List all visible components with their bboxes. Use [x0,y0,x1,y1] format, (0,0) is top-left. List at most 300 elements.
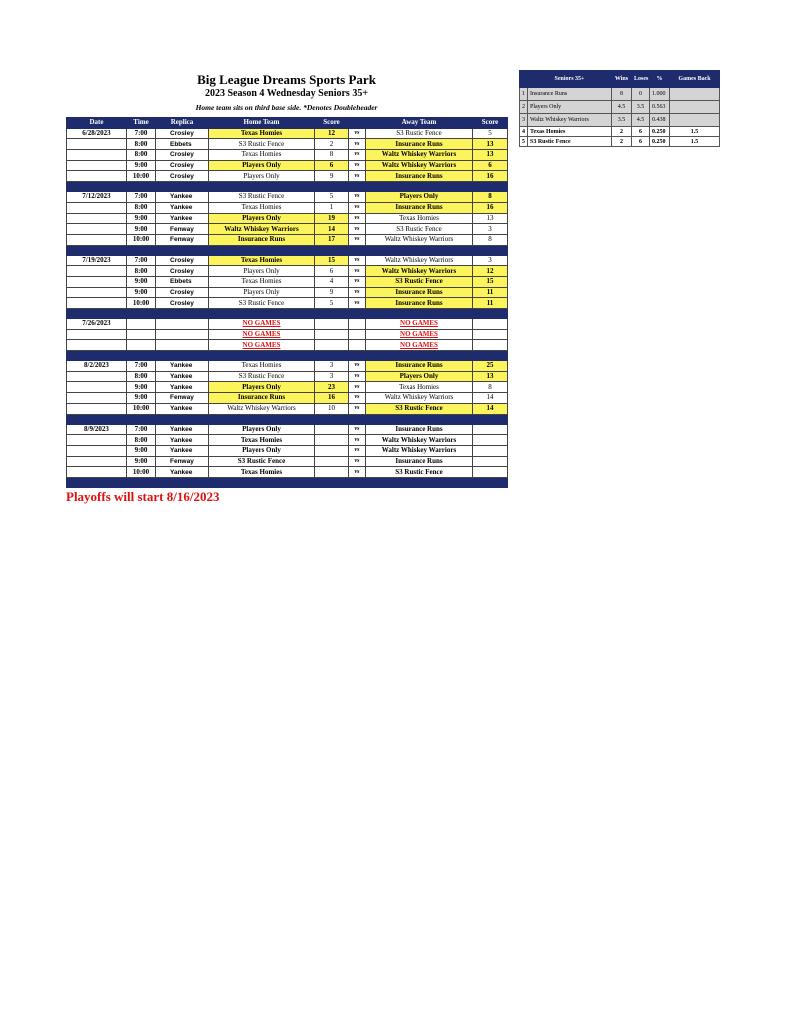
vs-label: vs [349,456,366,467]
away-score: 11 [473,298,508,309]
col-header-away-score: Score [473,118,508,129]
game-time: 10:00 [127,234,156,245]
game-row [67,150,508,161]
away-team: Waltz Whiskey Warriors [366,266,473,277]
away-score: 13 [473,139,508,150]
vs-label: vs [349,213,366,224]
game-time: 9:00 [127,382,156,393]
away-score: 13 [473,371,508,382]
game-replica-field: Yankee [156,445,209,456]
game-time: 8:00 [127,150,156,161]
standings-rank: 3 [520,114,528,127]
home-score: 23 [315,382,349,393]
home-score [315,424,349,435]
standings-header-rank [520,71,528,88]
standings-row [520,127,720,137]
home-score: 6 [315,266,349,277]
standings-wins: 2 [612,127,632,137]
col-header-home-team: Home Team [209,118,315,129]
home-score: 12 [315,128,349,139]
home-team: S3 Rustic Fence [209,371,315,382]
game-time: 9:00 [127,456,156,467]
away-score: 3 [473,224,508,235]
away-team: Players Only [366,371,473,382]
game-time: 9:00 [127,276,156,287]
game-replica-field: Crosley [156,266,209,277]
game-date [67,160,127,171]
no-games-home: NO GAMES [209,340,315,351]
game-row [67,139,508,150]
home-score: 1 [315,202,349,213]
home-team-note: Home team sits on third base side. *Denotes Doubleheader [195,103,378,112]
standings-row [520,88,720,101]
away-score [473,456,508,467]
game-date [67,340,127,351]
away-team: Waltz Whiskey Warriors [366,255,473,266]
standings-team: Insurance Runs [528,88,612,101]
vs-label: vs [349,266,366,277]
week-separator [67,309,508,319]
home-team: Waltz Whiskey Warriors [209,224,315,235]
game-time: 10:00 [127,171,156,182]
standings-header-row [520,71,720,88]
away-score: 15 [473,276,508,287]
game-date: 8/2/2023 [67,361,127,372]
standings-pct: 0.250 [650,137,670,147]
game-time: 9:00 [127,160,156,171]
away-score [473,319,508,330]
standings-pct: 0.563 [650,101,670,114]
game-date: 7/26/2023 [67,319,127,330]
away-score: 13 [473,150,508,161]
week-separator-bar [67,182,508,192]
standings-rank: 2 [520,101,528,114]
home-score: 3 [315,361,349,372]
away-team: S3 Rustic Fence [366,224,473,235]
home-score: 3 [315,371,349,382]
game-replica-field [156,319,209,330]
game-row [67,361,508,372]
game-row [67,445,508,456]
vs-label: vs [349,255,366,266]
game-time: 8:00 [127,266,156,277]
no-games-away: NO GAMES [366,340,473,351]
vs-label: vs [349,128,366,139]
game-replica-field: Yankee [156,213,209,224]
standings-rank: 1 [520,88,528,101]
home-team: S3 Rustic Fence [209,192,315,203]
away-team: Insurance Runs [366,287,473,298]
game-replica-field: Crosley [156,128,209,139]
away-team: Insurance Runs [366,202,473,213]
week-separator [67,245,508,255]
vs-label: vs [349,287,366,298]
home-score: 8 [315,150,349,161]
week-separator [67,182,508,192]
home-team: Insurance Runs [209,393,315,404]
week-separator [67,477,508,487]
home-score [315,340,349,351]
game-row [67,266,508,277]
game-date [67,224,127,235]
col-header-date: Date [67,118,127,129]
standings-team: S3 Rustic Fence [528,137,612,147]
away-team: Texas Homies [366,382,473,393]
game-replica-field: Yankee [156,361,209,372]
game-time: 7:00 [127,424,156,435]
game-replica-field: Yankee [156,202,209,213]
standings-loses: 6 [632,137,650,147]
standings-games-back: 1.5 [670,137,720,147]
game-row [67,393,508,404]
no-games-away: NO GAMES [366,329,473,340]
game-row [67,160,508,171]
game-row [67,435,508,446]
col-header-time: Time [127,118,156,129]
away-score: 8 [473,234,508,245]
game-date [67,213,127,224]
away-score: 5 [473,128,508,139]
week-separator-bar [67,414,508,424]
game-row [67,298,508,309]
game-time: 7:00 [127,255,156,266]
game-time: 7:00 [127,192,156,203]
vs-label: vs [349,424,366,435]
game-time: 8:00 [127,139,156,150]
standings-games-back [670,114,720,127]
game-date: 6/28/2023 [67,128,127,139]
away-team: Waltz Whiskey Warriors [366,393,473,404]
vs-label: vs [349,403,366,414]
vs-label: vs [349,393,366,404]
away-score [473,340,508,351]
schedule-header-row [67,118,508,129]
away-team: Waltz Whiskey Warriors [366,150,473,161]
away-team: Waltz Whiskey Warriors [366,234,473,245]
game-time: 8:00 [127,202,156,213]
home-score: 16 [315,393,349,404]
standings-pct: 0.438 [650,114,670,127]
away-score [473,435,508,446]
game-date [67,171,127,182]
game-row [67,424,508,435]
week-separator-bar [67,309,508,319]
game-row [67,234,508,245]
game-replica-field: Fenway [156,456,209,467]
vs-label: vs [349,224,366,235]
game-replica-field: Yankee [156,435,209,446]
game-row [67,171,508,182]
game-replica-field: Crosley [156,160,209,171]
standings-wins: 2 [612,137,632,147]
standings-header-pct: % [650,71,670,88]
game-date [67,371,127,382]
home-score: 14 [315,224,349,235]
away-score: 16 [473,171,508,182]
home-score: 4 [315,276,349,287]
home-score: 9 [315,287,349,298]
playoffs-notice: Playoffs will start 8/16/2023 [66,489,220,504]
vs-label [349,340,366,351]
week-separator-bar [67,477,508,487]
game-time: 10:00 [127,298,156,309]
home-score: 5 [315,298,349,309]
game-date [67,202,127,213]
game-row [67,371,508,382]
col-header-home-score: Score [315,118,349,129]
home-team: Players Only [209,266,315,277]
standings-games-back [670,88,720,101]
away-team: Insurance Runs [366,171,473,182]
game-replica-field [156,340,209,351]
game-replica-field: Ebbets [156,276,209,287]
no-games-home: NO GAMES [209,329,315,340]
game-replica-field: Yankee [156,192,209,203]
vs-label: vs [349,467,366,478]
game-row [67,403,508,414]
standings-table [519,70,720,147]
home-score: 15 [315,255,349,266]
home-score [315,456,349,467]
home-team: Texas Homies [209,276,315,287]
standings-team: Waltz Whiskey Warriors [528,114,612,127]
game-time: 9:00 [127,213,156,224]
away-score [473,467,508,478]
home-team: Players Only [209,160,315,171]
standings-row [520,114,720,127]
away-score: 11 [473,287,508,298]
standings-games-back: 1.5 [670,127,720,137]
game-replica-field: Yankee [156,403,209,414]
home-team: Texas Homies [209,467,315,478]
game-date [67,298,127,309]
week-separator [67,414,508,424]
game-time: 9:00 [127,393,156,404]
away-score [473,424,508,435]
home-team: Players Only [209,287,315,298]
standings-games-back [670,101,720,114]
away-score: 6 [473,160,508,171]
week-separator-bar [67,351,508,361]
away-score: 13 [473,213,508,224]
home-team: Waltz Whiskey Warriors [209,403,315,414]
away-score: 14 [473,403,508,414]
vs-label: vs [349,361,366,372]
home-team: Texas Homies [209,202,315,213]
home-team: Players Only [209,445,315,456]
game-replica-field: Crosley [156,150,209,161]
vs-label: vs [349,171,366,182]
home-score [315,445,349,456]
vs-label: vs [349,435,366,446]
game-row [67,382,508,393]
away-team: Waltz Whiskey Warriors [366,160,473,171]
away-team: S3 Rustic Fence [366,403,473,414]
home-score [315,329,349,340]
game-row [67,287,508,298]
vs-label: vs [349,150,366,161]
col-header-away-team: Away Team [366,118,473,129]
home-team: Texas Homies [209,128,315,139]
vs-label: vs [349,382,366,393]
away-team: S3 Rustic Fence [366,467,473,478]
away-score: 25 [473,361,508,372]
away-team: Waltz Whiskey Warriors [366,445,473,456]
week-separator-bar [67,245,508,255]
schedule-body [67,128,508,487]
standings-row [520,101,720,114]
season-subtitle: 2023 Season 4 Wednesday Seniors 35+ [204,88,369,99]
standings-wins: 4.5 [612,101,632,114]
home-team: S3 Rustic Fence [209,298,315,309]
game-replica-field: Yankee [156,467,209,478]
game-row [67,202,508,213]
away-team: Insurance Runs [366,139,473,150]
game-row [67,192,508,203]
away-team: S3 Rustic Fence [366,276,473,287]
game-replica-field: Yankee [156,382,209,393]
home-team: Players Only [209,382,315,393]
away-team: Insurance Runs [366,298,473,309]
game-replica-field: Fenway [156,234,209,245]
home-team: S3 Rustic Fence [209,456,315,467]
standings-header-games-back: Games Back [670,71,720,88]
away-team: Players Only [366,192,473,203]
vs-label: vs [349,371,366,382]
vs-label [349,329,366,340]
game-row [67,213,508,224]
game-date [67,456,127,467]
game-date [67,382,127,393]
standings-header-division: Seniors 35+ [528,71,612,88]
away-score: 8 [473,382,508,393]
game-time: 9:00 [127,287,156,298]
home-team: Texas Homies [209,255,315,266]
standings-header-wins: Wins [612,71,632,88]
vs-label: vs [349,276,366,287]
away-score: 8 [473,192,508,203]
standings-loses: 3.5 [632,101,650,114]
vs-label: vs [349,298,366,309]
home-score: 5 [315,192,349,203]
no-games-away: NO GAMES [366,319,473,330]
game-time: 7:00 [127,361,156,372]
game-date [67,467,127,478]
home-team: Texas Homies [209,435,315,446]
vs-label: vs [349,445,366,456]
vs-label: vs [349,192,366,203]
home-team: Texas Homies [209,150,315,161]
game-time [127,319,156,330]
home-score: 10 [315,403,349,414]
standings-loses: 6 [632,127,650,137]
no-games-row [67,340,508,351]
game-date [67,435,127,446]
home-team: Texas Homies [209,361,315,372]
game-date: 7/12/2023 [67,192,127,203]
game-row [67,224,508,235]
week-separator [67,351,508,361]
game-date: 7/19/2023 [67,255,127,266]
vs-label: vs [349,139,366,150]
game-replica-field [156,329,209,340]
game-date [67,234,127,245]
away-score [473,445,508,456]
home-team: Insurance Runs [209,234,315,245]
game-time: 9:00 [127,224,156,235]
game-time [127,329,156,340]
vs-label: vs [349,234,366,245]
standings-loses: 4.5 [632,114,650,127]
game-date [67,329,127,340]
game-date [67,276,127,287]
game-date [67,403,127,414]
home-score: 19 [315,213,349,224]
game-row [67,255,508,266]
game-replica-field: Ebbets [156,139,209,150]
home-score [315,435,349,446]
standings-loses: 0 [632,88,650,101]
home-score [315,467,349,478]
standings-header-loses: Loses [632,71,650,88]
home-score: 17 [315,234,349,245]
game-replica-field: Crosley [156,255,209,266]
col-header-replica: Replica [156,118,209,129]
home-score [315,319,349,330]
game-time: 8:00 [127,435,156,446]
game-row [67,467,508,478]
no-games-row [67,329,508,340]
game-replica-field: Crosley [156,171,209,182]
game-time: 7:00 [127,128,156,139]
game-time: 10:00 [127,467,156,478]
standings-wins: 3.5 [612,114,632,127]
away-team: Insurance Runs [366,456,473,467]
game-date [67,139,127,150]
standings-rank: 4 [520,127,528,137]
vs-label: vs [349,202,366,213]
standings-wins: 8 [612,88,632,101]
game-row [67,276,508,287]
game-date: 8/9/2023 [67,424,127,435]
home-score: 2 [315,139,349,150]
game-date [67,266,127,277]
game-replica-field: Fenway [156,393,209,404]
away-score: 16 [473,202,508,213]
game-date [67,287,127,298]
game-row [67,128,508,139]
no-games-home: NO GAMES [209,319,315,330]
game-date [67,150,127,161]
away-team: S3 Rustic Fence [366,128,473,139]
game-time [127,340,156,351]
home-team: Players Only [209,213,315,224]
standings-team: Texas Homies [528,127,612,137]
game-time: 10:00 [127,403,156,414]
game-replica-field: Crosley [156,298,209,309]
no-games-row [67,319,508,330]
page-title: Big League Dreams Sports Park [197,72,376,87]
game-date [67,393,127,404]
standings-team: Players Only [528,101,612,114]
home-team: Players Only [209,171,315,182]
game-replica-field: Yankee [156,424,209,435]
away-team: Insurance Runs [366,424,473,435]
vs-label: vs [349,160,366,171]
away-team: Texas Homies [366,213,473,224]
away-score: 14 [473,393,508,404]
standings-pct: 1.000 [650,88,670,101]
